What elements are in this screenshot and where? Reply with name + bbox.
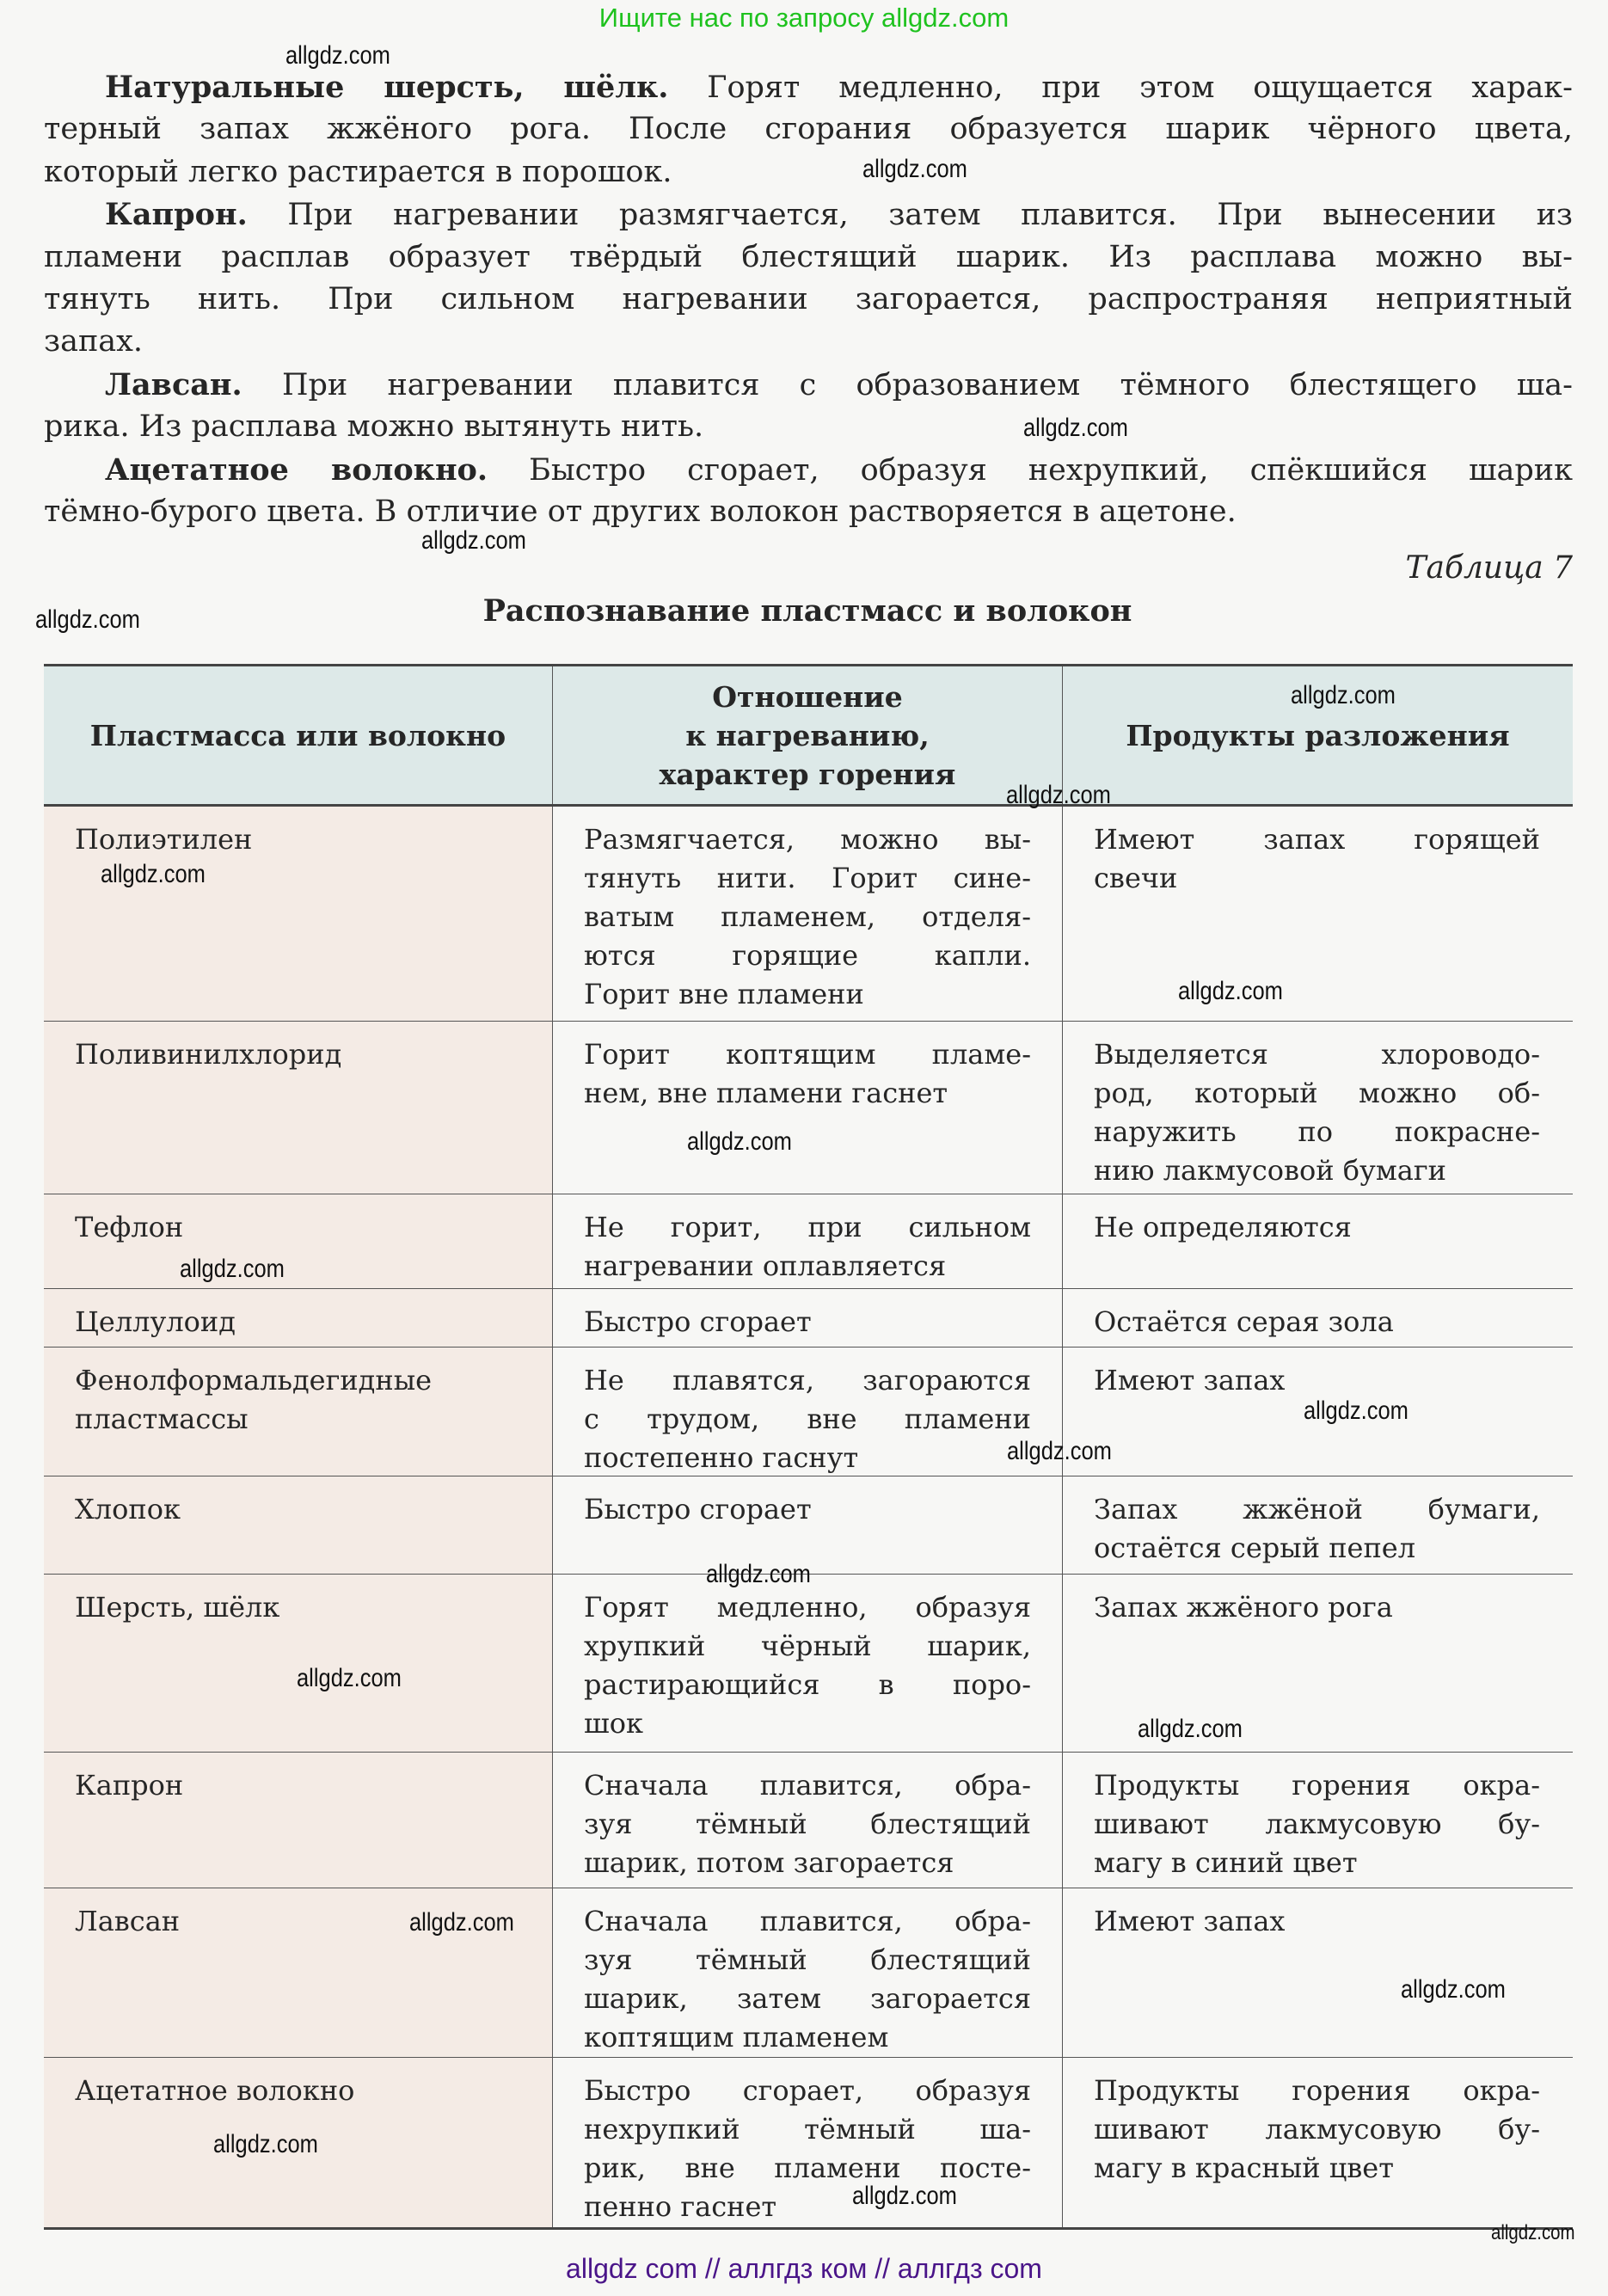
watermark-text[interactable]: allgdz.com — [101, 860, 206, 888]
watermark-text[interactable]: allgdz.com — [1304, 1397, 1409, 1425]
cell-line: Размягчается, можно вы- — [584, 823, 1031, 856]
cell-line: шивают лакмусовую бу- — [1094, 1808, 1540, 1840]
paragraph-line — [44, 364, 1573, 406]
watermark-text[interactable]: allgdz.com — [1491, 2221, 1575, 2244]
cell-material — [44, 807, 553, 1021]
cell-line: Тефлон — [75, 1211, 184, 1243]
cell-line: пенно гаснет — [584, 2190, 777, 2223]
table-number: Таблица 7 — [1405, 550, 1573, 586]
table-row — [44, 807, 1573, 1022]
cell-line: шок — [584, 1707, 644, 1740]
table-title: Распознавание пластмасс и волокон — [482, 593, 1132, 629]
paragraph-line: тёмно-бурого цвета. В отличие от других волокон растворяется в ацетоне. — [44, 494, 1237, 529]
cell-heating — [553, 1753, 1063, 1888]
cell-heating — [553, 2058, 1063, 2227]
cell-line: Имеют запах — [1094, 1905, 1286, 1937]
watermark-text[interactable]: allgdz.com — [852, 2182, 957, 2210]
cell-material — [44, 1289, 553, 1347]
cell-line: Шерсть, шёлк — [75, 1591, 280, 1624]
cell-products — [1063, 807, 1573, 1021]
cell-line: род, который можно об- — [1094, 1077, 1540, 1109]
table-row — [44, 1753, 1573, 1888]
column-header-line: Пластмасса или волокно — [89, 718, 506, 752]
cell-line: Сначала плавится, обра- — [584, 1769, 1031, 1802]
cell-line: рик, вне пламени посте- — [584, 2152, 1031, 2184]
cell-line: нехрупкий тёмный ша- — [584, 2113, 1031, 2146]
cell-products — [1063, 1194, 1573, 1288]
search-banner[interactable]: Ищите нас по запросу allgdz.com — [598, 3, 1010, 33]
cell-line: шарик, потом загорается — [584, 1846, 954, 1879]
column-header-text — [1126, 716, 1509, 755]
body-text — [44, 66, 1573, 533]
column-header-text — [660, 678, 956, 794]
paragraph-line — [44, 66, 1573, 108]
table-row — [44, 1022, 1573, 1194]
paragraph-line: тянуть нить. При сильном нагревании загорается, распространяя неприятный — [44, 281, 1573, 316]
cell-products — [1063, 1753, 1573, 1888]
cell-line: Горит вне пламени — [584, 978, 864, 1010]
watermark-text[interactable]: allgdz.com — [213, 2130, 318, 2158]
cell-products — [1063, 1022, 1573, 1194]
footer-watermark[interactable]: allgdz com // аллгдз ком // аллгдз com — [566, 2253, 1042, 2284]
cell-line: Хлопок — [75, 1493, 181, 1526]
paragraph-line-text: При нагревании размягчается, затем плавится. При вынесении из — [247, 198, 1573, 233]
cell-line: нию лакмусовой бумаги — [1094, 1154, 1446, 1187]
cell-products — [1063, 1888, 1573, 2057]
cell-material — [44, 1575, 553, 1752]
watermark-text[interactable]: allgdz.com — [1401, 1975, 1506, 2004]
recognition-table — [44, 664, 1573, 2230]
cell-line: Продукты горения окра- — [1094, 2074, 1540, 2107]
column-header — [553, 666, 1063, 804]
cell-line: постепенно гаснут — [584, 1441, 859, 1474]
paragraph-line: терный запах жжёного рога. После сгорания образуется шарик чёрного цвета, — [44, 112, 1573, 147]
paragraph-line-text: Горят медленно, при этом ощущается харак- — [668, 71, 1573, 105]
cell-line: растирающийся в поро- — [584, 1668, 1031, 1701]
cell-line: Лавсан — [75, 1905, 181, 1937]
paragraph-line — [44, 193, 1573, 236]
column-header-line: Продукты разложения — [1126, 718, 1510, 752]
paragraph-lead: Натуральные шерсть, шёлк. — [105, 70, 669, 105]
cell-line: Ацетатное волокно — [75, 2074, 355, 2107]
paragraph-lead: Ацетатное волокно. — [105, 451, 488, 488]
watermark-text[interactable]: allgdz.com — [180, 1255, 285, 1283]
paragraph-line — [44, 449, 1573, 491]
cell-line: Выделяется хлороводо- — [1094, 1038, 1540, 1071]
cell-line: ватым пламенем, отделя- — [584, 900, 1031, 933]
paragraph-line: рика. Из расплава можно вытянуть нить. — [44, 409, 704, 445]
watermark-text[interactable]: allgdz.com — [706, 1560, 811, 1588]
cell-line: Горят медленно, образуя — [584, 1591, 1031, 1624]
cell-products — [1063, 2058, 1573, 2227]
watermark-text[interactable]: allgdz.com — [862, 155, 967, 183]
cell-heating — [553, 1289, 1063, 1347]
paragraph-line-text: При нагревании плавится с образованием тёмного блестящего ша- — [242, 367, 1573, 402]
cell-line: Сначала плавится, обра- — [584, 1905, 1031, 1937]
paragraph-line: который легко растирается в порошок. — [44, 154, 672, 189]
cell-line: шарик, затем загорается — [584, 1982, 1031, 2015]
cell-line: пластмассы — [75, 1403, 249, 1435]
cell-line: Не определяются — [1094, 1211, 1352, 1243]
watermark-text[interactable]: allgdz.com — [1023, 414, 1128, 442]
column-header-line: Отношение — [712, 679, 903, 714]
cell-line: Имеют запах — [1094, 1364, 1286, 1397]
cell-line: магу в синий цвет — [1094, 1846, 1358, 1879]
cell-line: с трудом, вне пламени — [584, 1403, 1031, 1435]
cell-line: Не плавятся, загораются — [584, 1364, 1031, 1397]
cell-line: Быстро сгорает, образуя — [584, 2074, 1031, 2107]
watermark-text[interactable]: allgdz.com — [1007, 1437, 1112, 1465]
cell-products — [1063, 1476, 1573, 1574]
cell-material — [44, 1348, 553, 1476]
cell-line: ются горящие капли. — [584, 939, 1031, 972]
cell-line: свечи — [1094, 862, 1178, 894]
cell-line: остаётся серый пепел — [1094, 1532, 1416, 1564]
cell-line: Продукты горения окра- — [1094, 1769, 1540, 1802]
cell-line: наружить по покрасне- — [1094, 1115, 1540, 1148]
cell-line: Горит коптящим пламе- — [584, 1038, 1031, 1071]
cell-products — [1063, 1289, 1573, 1347]
cell-line: зуя тёмный блестящий — [584, 1808, 1031, 1840]
cell-heating — [553, 1194, 1063, 1288]
watermark-text[interactable]: allgdz.com — [409, 1908, 514, 1937]
cell-heating — [553, 1022, 1063, 1194]
cell-line: Не горит, при сильном — [584, 1211, 1031, 1243]
cell-line: Целлулоид — [75, 1305, 236, 1338]
cell-heating — [553, 807, 1063, 1021]
cell-heating — [553, 1575, 1063, 1752]
cell-line: хрупкий чёрный шарик, — [584, 1630, 1031, 1662]
cell-material — [44, 1194, 553, 1288]
cell-line: нем, вне пламени гаснет — [584, 1077, 948, 1109]
cell-line: Запах жжёного рога — [1094, 1591, 1393, 1624]
cell-line: Капрон — [75, 1769, 184, 1802]
cell-material — [44, 1022, 553, 1194]
cell-heating — [553, 1888, 1063, 2057]
watermark-text[interactable]: allgdz.com — [297, 1664, 402, 1692]
watermark-text[interactable]: allgdz.com — [1178, 977, 1283, 1005]
cell-heating — [553, 1348, 1063, 1476]
watermark-text[interactable]: allgdz.com — [285, 41, 390, 70]
cell-material — [44, 1476, 553, 1574]
column-header — [44, 666, 553, 804]
cell-line: шивают лакмусовую бу- — [1094, 2113, 1540, 2146]
column-header-text — [90, 716, 506, 755]
cell-line: Остаётся серая зола — [1094, 1305, 1394, 1338]
cell-line: тянуть нити. Горит сине- — [584, 862, 1031, 894]
cell-line: магу в красный цвет — [1094, 2152, 1394, 2184]
table-row — [44, 1575, 1573, 1753]
cell-line: Запах жжёной бумаги, — [1094, 1493, 1540, 1526]
watermark-text[interactable]: allgdz.com — [35, 605, 140, 634]
watermark-text[interactable]: allgdz.com — [1291, 681, 1396, 709]
table-row — [44, 1289, 1573, 1348]
watermark-text[interactable]: allgdz.com — [687, 1127, 792, 1156]
paragraph-line: запах. — [44, 324, 144, 359]
watermark-text[interactable]: allgdz.com — [1006, 781, 1111, 809]
paragraph-lead: Капрон. — [105, 197, 248, 233]
paragraph-line-text: Быстро сгорает, образуя нехрупкий, спёкшийся шарик — [488, 452, 1573, 488]
cell-line: Быстро сгорает — [584, 1305, 812, 1338]
cell-line: Полиэтилен — [75, 823, 253, 856]
cell-line: Имеют запах горящей — [1094, 823, 1540, 856]
cell-line: Поливинилхлорид — [75, 1038, 342, 1071]
cell-line: зуя тёмный блестящий — [584, 1943, 1031, 1976]
watermark-text[interactable]: allgdz.com — [1138, 1715, 1243, 1743]
cell-line: Фенолформальдегидные — [75, 1364, 433, 1397]
paragraph-line: пламени расплав образует твёрдый блестящий шарик. Из расплава можно вы- — [44, 239, 1573, 274]
cell-material — [44, 1753, 553, 1888]
column-header-line: к нагреванию, — [685, 718, 930, 752]
paragraph-lead: Лавсан. — [105, 366, 242, 402]
column-header-line: характер горения — [659, 757, 956, 791]
cell-line: Быстро сгорает — [584, 1493, 812, 1526]
table-row — [44, 1888, 1573, 2058]
watermark-text[interactable]: allgdz.com — [421, 526, 526, 555]
cell-line: нагревании оплавляется — [584, 1249, 947, 1282]
cell-line: коптящим пламенем — [584, 2021, 889, 2054]
